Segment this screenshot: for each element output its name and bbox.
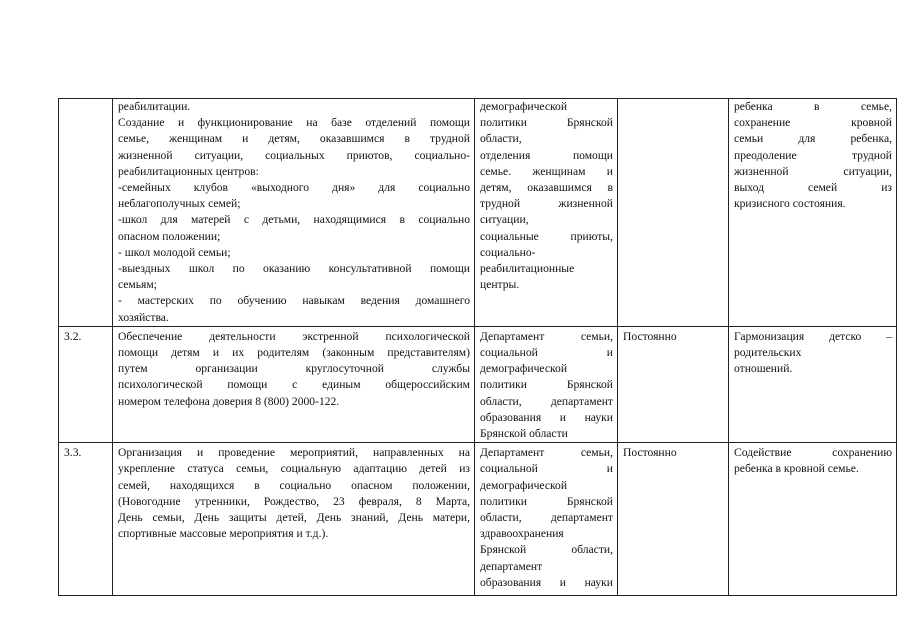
row-number-cell <box>59 443 113 596</box>
text-line: укрепление статуса семьи, социальную адаптацию детей из <box>118 462 470 476</box>
event-cell <box>113 99 475 327</box>
text-line: социальной и <box>480 346 613 360</box>
executor-cell <box>475 326 618 442</box>
text-line: социальной и <box>480 462 613 476</box>
text-line: кризисного состояния. <box>734 197 846 211</box>
text-line: семье. женщинам и <box>480 164 613 178</box>
text-line: ребенка в кровной семье. <box>734 462 859 476</box>
text-line: хозяйства. <box>118 310 169 324</box>
text-line: семей, находящихся в социально опасном положении, <box>118 478 470 492</box>
text-line: Департамент семьи, <box>480 446 613 460</box>
term-cell <box>618 99 729 327</box>
executor-cell <box>475 99 618 327</box>
text-line: Создание и функционирование на базе отделений помощи <box>118 116 470 130</box>
result-cell <box>729 326 897 442</box>
text-line: социально- <box>480 245 536 259</box>
text-line: области, департамент <box>480 511 613 525</box>
text-line: реабилитации. <box>118 100 191 113</box>
plan-table <box>58 98 897 596</box>
text-line: ситуации, <box>480 213 529 227</box>
result-cell <box>729 99 897 327</box>
text-line: путем организации круглосуточной службы <box>118 362 470 376</box>
text-line: образования и науки <box>480 575 613 589</box>
row-number-cell <box>59 326 113 442</box>
text-line: социальные приюты, <box>480 229 613 243</box>
text-line: политики Брянской <box>480 494 613 508</box>
text-line: трудной жизненной <box>480 197 613 211</box>
term-text: Постоянно <box>623 446 677 460</box>
text-line: психологической помощи с единым общероссийским <box>118 378 470 392</box>
text-line: Брянской области, <box>480 543 613 557</box>
text-line: -школ для матерей с детьми, находящимися в социально <box>118 213 470 227</box>
text-line: отделения помощи <box>480 148 613 162</box>
text-line: преодоление трудной <box>734 148 892 162</box>
text-line: политики Брянской <box>480 116 613 130</box>
text-line: реабилитационные <box>480 262 575 276</box>
text-line: Брянской области <box>480 427 568 441</box>
text-line: -выездных школ по оказанию консультативной помощи <box>118 262 470 276</box>
text-line: выход семей из <box>734 181 892 195</box>
text-line: неблагополучных семей; <box>118 197 241 211</box>
text-line: демографической <box>480 478 568 492</box>
text-line: семьям; <box>118 278 157 292</box>
text-line: День семьи, День защиты детей, День знаний, День матери, <box>118 511 470 525</box>
text-line: жизненной ситуации, социальных приютов, социально- <box>118 148 470 162</box>
text-line: департамент <box>480 559 543 573</box>
row-number-cell <box>59 99 113 327</box>
executor-cell <box>475 443 618 596</box>
text-line: опасном положении; <box>118 229 221 243</box>
table-row <box>59 99 897 327</box>
text-line: -семейных клубов «выходного дня» для социально <box>118 181 470 195</box>
text-line: демографической <box>480 362 568 376</box>
text-line: - школ молодой семьи; <box>118 245 231 259</box>
row-number: 3.3. <box>64 446 82 460</box>
text-line: Организация и проведение мероприятий, направленных на <box>118 446 470 460</box>
text-line: семьи для ребенка, <box>734 132 892 146</box>
event-cell <box>113 326 475 442</box>
text-line: реабилитационных центров: <box>118 164 259 178</box>
text-line: центры. <box>480 278 520 292</box>
text-line: здравоохранения <box>480 527 564 541</box>
table-row <box>59 443 897 596</box>
table-row <box>59 326 897 442</box>
text-line: Обеспечение деятельности экстренной психологической <box>118 329 470 343</box>
text-line: спортивные массовые мероприятия и т.д.). <box>118 527 329 541</box>
text-line: сохранение кровной <box>734 116 892 130</box>
text-line: семье, женщинам и детям, оказавшимся в трудной <box>118 132 470 146</box>
text-line: Департамент семьи, <box>480 329 613 343</box>
text-line: помощи детям и их родителям (законным представителям) <box>118 346 470 360</box>
text-line: демографической <box>480 100 568 113</box>
text-line: политики Брянской <box>480 378 613 392</box>
term-text: Постоянно <box>623 329 677 343</box>
text-line: Гармонизация детско – <box>734 329 892 343</box>
term-cell <box>618 326 729 442</box>
event-cell <box>113 443 475 596</box>
text-line: образования и науки <box>480 410 613 424</box>
result-cell <box>729 443 897 596</box>
text-line: Содействие сохранению <box>734 446 892 460</box>
text-line: ребенка в семье, <box>734 100 892 113</box>
plan-table-body <box>59 99 897 596</box>
text-line: жизненной ситуации, <box>734 164 892 178</box>
text-line: детям, оказавшимся в <box>480 181 613 195</box>
term-cell <box>618 443 729 596</box>
text-line: номером телефона доверия 8 (800) 2000-122. <box>118 394 340 408</box>
text-line: (Новогодние утренники, Рождество, 23 февраля, 8 Марта, <box>118 494 470 508</box>
text-line: области, <box>480 132 522 146</box>
text-line: отношений. <box>734 362 793 376</box>
row-number: 3.2. <box>64 329 82 343</box>
text-line: - мастерских по обучению навыкам ведения домашнего <box>118 294 470 308</box>
text-line: области, департамент <box>480 394 613 408</box>
text-line: родительских <box>734 346 802 360</box>
